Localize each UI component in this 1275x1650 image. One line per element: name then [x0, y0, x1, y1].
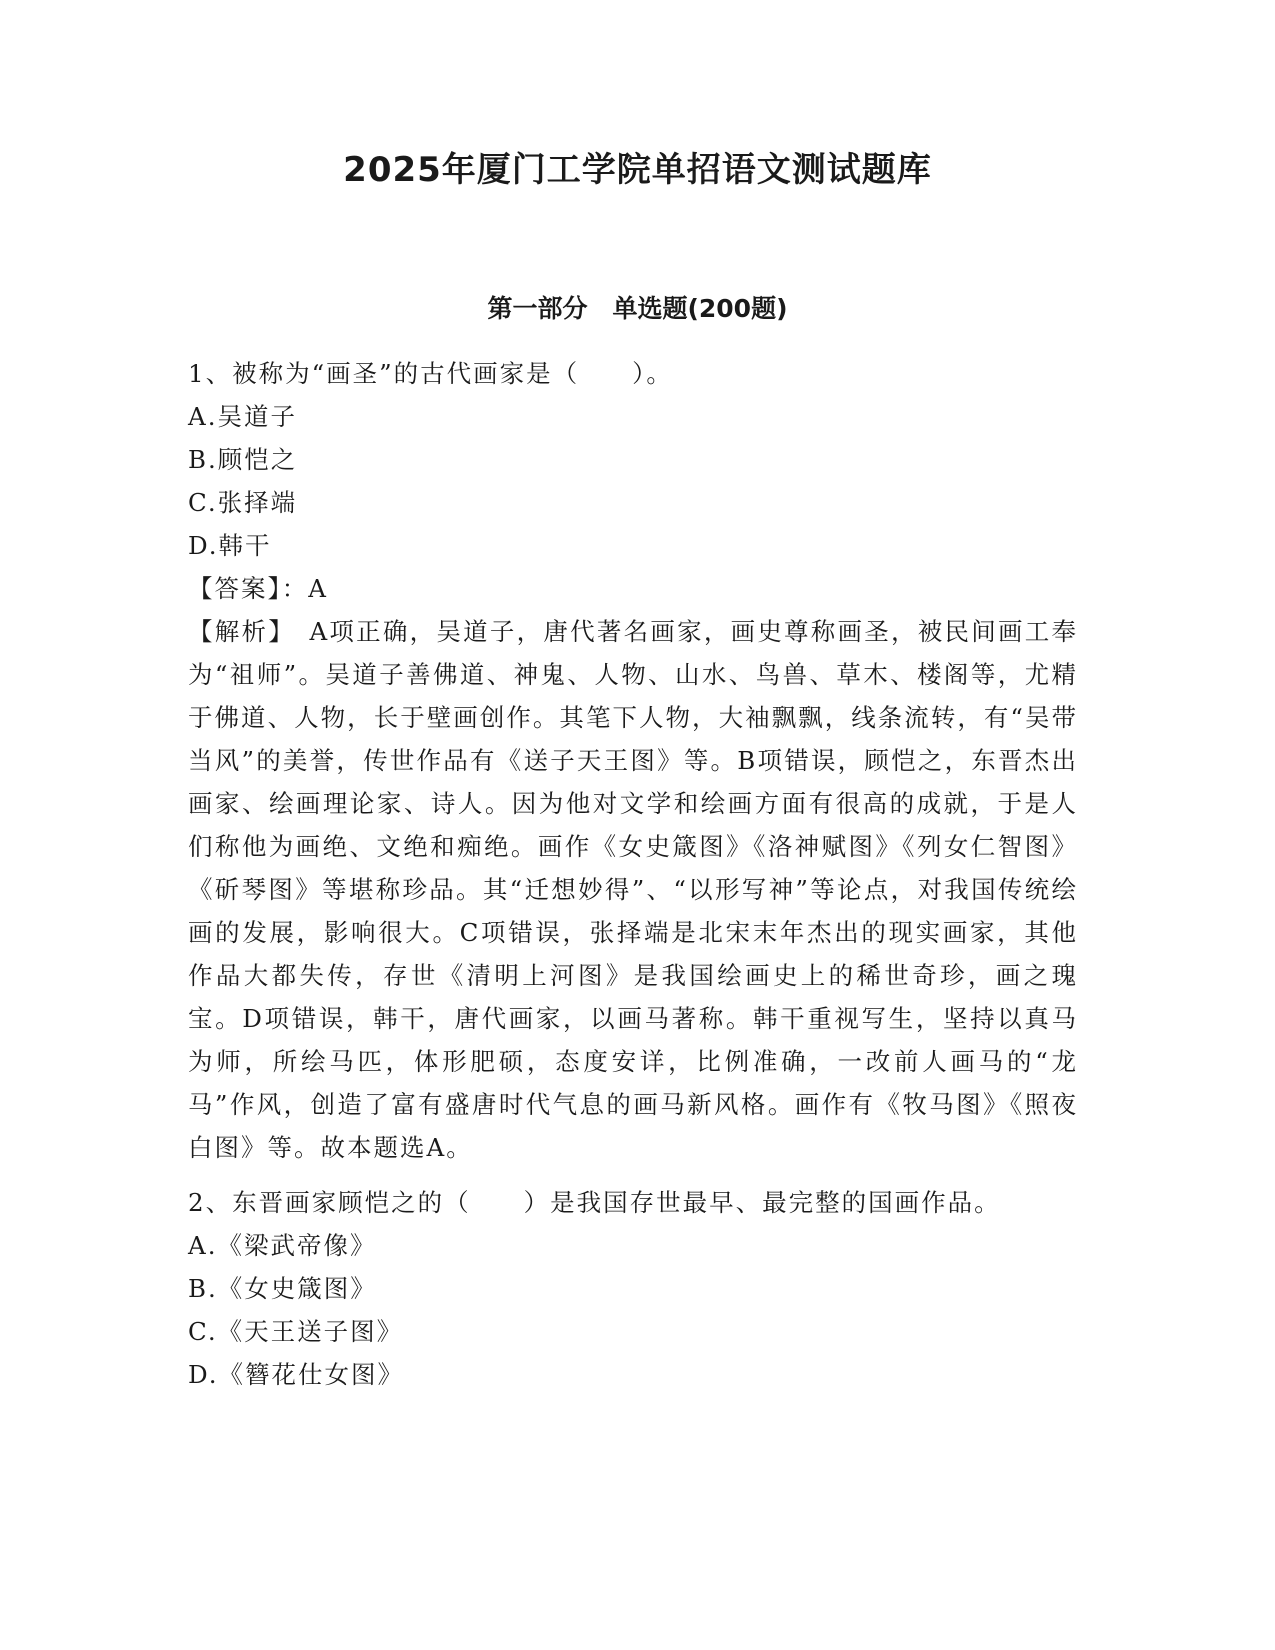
answer-value: A	[308, 574, 328, 603]
analysis-text: A项正确，吴道子，唐代著名画家，画史尊称画圣，被民间画工奉为“祖师”。吴道子善佛道、神鬼、人物、山水、鸟兽、草木、楼阁等，尤精于佛道、人物，长于壁画创作。其笔下人物，大袖飘飘，线条流转，有“吴带当风”的美誉，传世作品有《送子天王图》等。B项错误，顾恺之，东晋杰出画家、绘画理论家、诗人。因为他对文学和绘画方面有很高的成就，于是人们称他为画绝、文绝和痴绝。画作《女史箴图》《洛神赋图》《列女仁智图》《斫琴图》等堪称珍品。其“迁想妙得”、“以形写神”等论点，对我国传统绘画的发展，影响很大。C项错误，张择端是北宋末年杰出的现实画家，其他作品大都失传，存世《清明上河图》是我国绘画史上的稀世奇珍，画之瑰宝。D项错误，韩干，唐代画家，以画马著称。韩干重视写生，坚持以真马为师，所绘马匹，体形肥硕，态度安详，比例准确，一改前人画马的“龙马”作风，创造了富有盛唐时代气息的画马新风格。画作有《牧马图》《照夜白图》等。故本题选A。	[188, 617, 1078, 1162]
analysis-label: 【解析】	[188, 617, 283, 646]
section-title: 第一部分 单选题(200题)	[487, 294, 788, 323]
question-list	[188, 352, 1078, 1396]
analysis-paragraph	[188, 610, 1078, 1169]
option-b: B.《女史箴图》	[188, 1274, 377, 1303]
question-2	[188, 1181, 1078, 1396]
question-stem: 1、被称为“画圣”的古代画家是（ ）。	[188, 359, 673, 388]
document-title: 2025年厦门工学院单招语文测试题库	[343, 150, 932, 190]
option-c: C.《天王送子图》	[188, 1317, 404, 1346]
option-a: A.吴道子	[188, 402, 297, 431]
question-1	[188, 352, 1078, 1169]
option-b: B.顾恺之	[188, 445, 298, 474]
option-d: D.《簪花仕女图》	[188, 1360, 405, 1389]
answer-line	[188, 567, 1078, 610]
option-c: C.张择端	[188, 488, 298, 517]
option-a: A.《梁武帝像》	[188, 1231, 377, 1260]
answer-label: 【答案】：	[188, 574, 309, 603]
question-stem: 2、东晋画家顾恺之的（ ）是我国存世最早、最完整的国画作品。	[188, 1188, 1001, 1217]
option-d: D.韩干	[188, 531, 272, 560]
